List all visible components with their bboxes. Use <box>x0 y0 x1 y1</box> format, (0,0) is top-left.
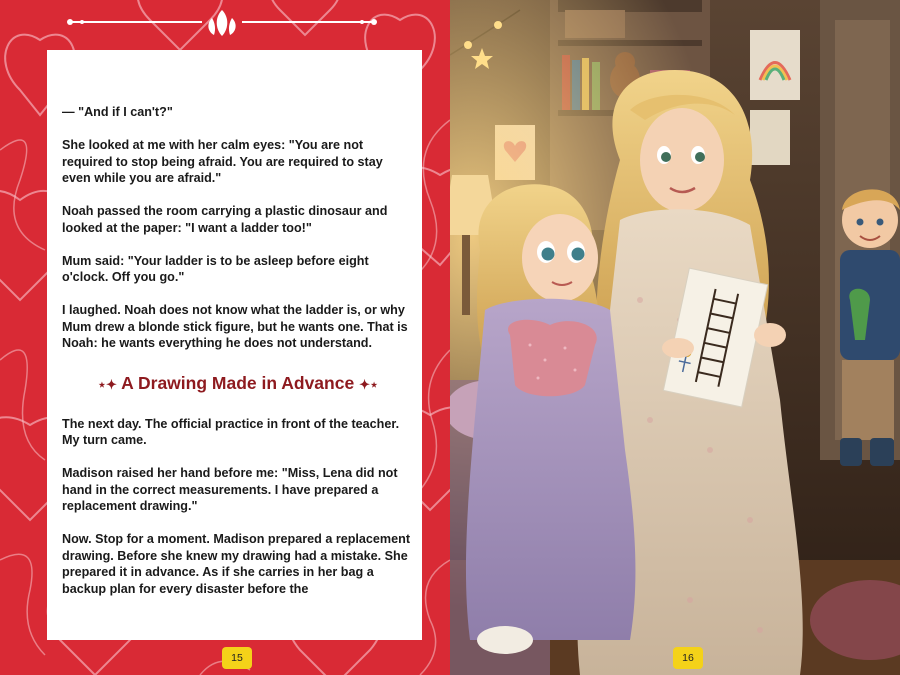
section-heading-text: A Drawing Made in Advance <box>121 372 355 393</box>
paragraph: Mum said: "Your ladder is to be asleep before eight o'clock. Off you go." <box>62 253 369 284</box>
right-page <box>450 0 900 675</box>
paragraph: Madison raised her hand before me: "Miss, Lena did not hand in the correct measurements. I have prepared a replacement drawing." <box>62 466 398 513</box>
paragraph: She looked at me with her calm eyes: "You are not required to stop being afraid. You are required to stay even while you are afraid." <box>62 138 383 185</box>
paragraph: The next day. The official practice in front of the teacher. My turn came. <box>62 416 400 447</box>
sparkle-icon: ⋆✦ <box>97 376 117 392</box>
page-number: 16 <box>673 647 703 669</box>
page-number: 15 <box>222 647 252 669</box>
section-heading <box>62 372 414 396</box>
paragraph: Now. Stop for a moment. Madison prepared a replacement drawing. Before she knew my drawing had a mistake. She prepared it in advance. As if she carries in her bag a backup plan for every disaster before the <box>62 532 411 596</box>
story-text <box>62 104 414 614</box>
sparkle-icon: ✦⋆ <box>359 376 379 392</box>
top-ornament-icon <box>62 8 382 40</box>
paragraph: Noah passed the room carrying a plastic dinosaur and looked at the paper: "I want a ladder too!" <box>62 204 388 235</box>
paragraph: I laughed. Noah does not know what the ladder is, or why Mum drew a blonde stick figure, but he wants one. That is Noah: he wants everything he does not understand. <box>62 303 408 350</box>
paragraph: — "And if I can't?" <box>62 105 173 119</box>
mother-daughter-ladder-drawing-illustration <box>450 0 900 675</box>
